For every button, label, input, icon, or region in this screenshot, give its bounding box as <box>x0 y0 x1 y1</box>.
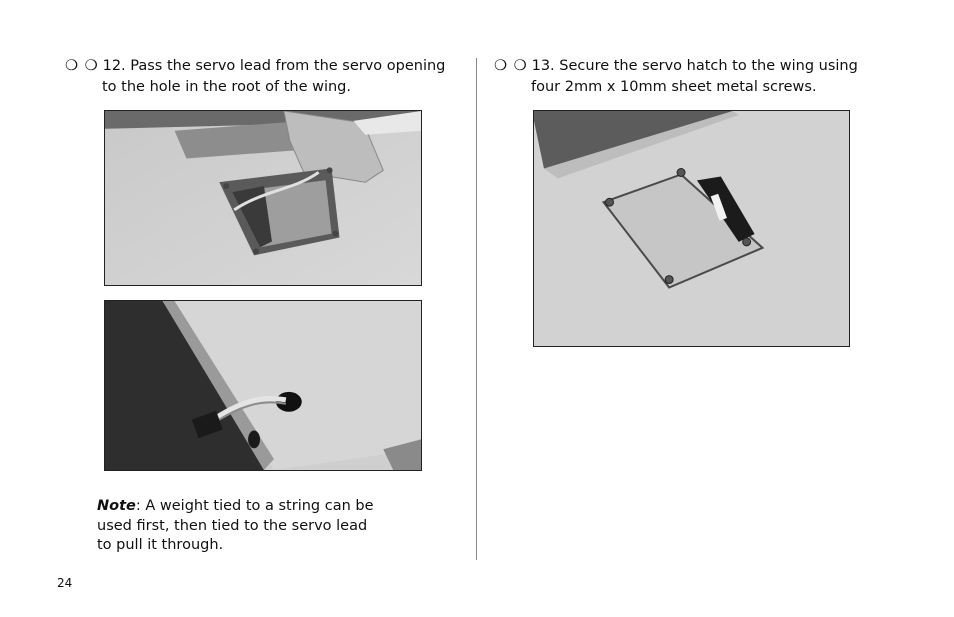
photo-wing-root-hole <box>104 300 422 471</box>
step-12-text-line1: 12. Pass the servo lead from the servo opening <box>102 58 446 74</box>
step-13-text-line2: four 2mm x 10mm sheet metal screws. <box>531 79 817 95</box>
photo-servo-hatch <box>533 110 850 347</box>
page-number: 24 <box>57 576 73 590</box>
step-13 <box>494 56 858 98</box>
servo-opening-image <box>105 111 421 285</box>
column-divider <box>476 58 477 560</box>
photo-servo-opening <box>104 110 422 286</box>
note-label: Note <box>97 498 136 514</box>
step-13-text-line1: 13. Secure the servo hatch to the wing using <box>531 58 858 74</box>
note <box>97 497 377 556</box>
servo-hatch-image <box>534 111 849 346</box>
step-12 <box>65 56 445 98</box>
step-12-text-line2: to the hole in the root of the wing. <box>102 79 351 95</box>
checkbox-icons[interactable]: ❍ ❍ <box>494 58 528 74</box>
checkbox-icons[interactable]: ❍ ❍ <box>65 58 99 74</box>
note-text: : A weight tied to a string can be used first, then tied to the servo lead to pull it through. <box>97 498 374 553</box>
wing-root-image <box>105 301 421 470</box>
